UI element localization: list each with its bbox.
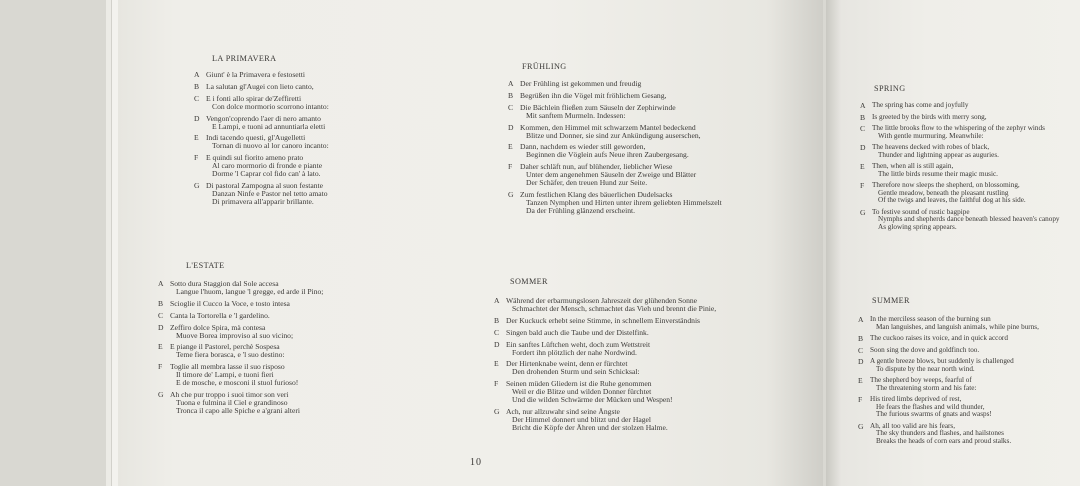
verse-line: Weil er die Blitze und wilden Donner fürchtet — [512, 387, 652, 397]
verse-line: Fordert ihn plötzlich der nahe Nordwind. — [512, 347, 637, 357]
verse-line: To dispute by the near north wind. — [876, 364, 975, 373]
stanza-e — [860, 163, 1075, 178]
verse-line: Der Hirtenknabe weint, denn er fürchtet — [506, 359, 628, 369]
stanza-letter: C — [860, 124, 866, 133]
verse-line: With gentle murmuring. Meanwhile: — [878, 131, 984, 140]
stanza-letter: F — [494, 379, 499, 389]
stanza-letter: A — [194, 70, 200, 79]
poem-summer — [858, 316, 1073, 449]
stanza-letter: C — [194, 93, 200, 103]
stanza-c — [194, 95, 384, 111]
verse-line: Der Himmel donnert und blitzt und der Hagel — [512, 414, 651, 424]
stanza-letter: B — [158, 298, 164, 308]
verse-line: Con dolce mormorio scorrono intanto: — [212, 101, 329, 111]
stanza-letter: E — [494, 359, 499, 369]
verse-line: Of the twigs and leaves, the faithful dog at his side. — [878, 196, 1026, 204]
verse-line: The sky thunders and flashes, and hailstones — [876, 429, 1004, 437]
stanza-letter: B — [508, 90, 514, 100]
section-title-primavera: LA PRIMAVERA — [212, 54, 277, 63]
stanza-letter: F — [508, 162, 513, 172]
stanza-letter: D — [494, 339, 500, 349]
verse-line: Ah, all too valid are his fears, — [870, 421, 956, 430]
stanza-letter: B — [858, 334, 864, 343]
verse-line: Zum festlichen Klang des bäuerlichen Dudelsacks — [520, 189, 673, 199]
stanza-f — [494, 380, 794, 404]
verse-line: Der Kuckuck erhebt seine Stimme, in schnellem Einverständnis — [506, 315, 701, 325]
verse-line: Is greeted by the birds with merry song, — [872, 112, 987, 121]
stanza-letter: C — [858, 345, 864, 355]
stanza-letter: C — [158, 310, 164, 320]
stanza-e — [494, 360, 794, 376]
verse-line: Muove Borea improviso al suo vicino; — [176, 330, 294, 340]
stanza-e — [194, 134, 384, 150]
verse-line: Vengon'coprendo l'aer di nero amanto — [206, 113, 321, 123]
section-title-summer: SUMMER — [872, 296, 910, 305]
verse-line: Man languishes, and languish animals, while pine burns, — [876, 322, 1039, 331]
stanza-f — [194, 154, 384, 178]
verse-line: E i fonti allo spirar de'Zeffiretti — [206, 93, 302, 103]
stanza-b — [858, 335, 1073, 343]
stanza-letter: A — [858, 315, 864, 324]
stanza-f — [858, 396, 1073, 419]
verse-line: Der Schäfer, den treuen Hund zur Seite. — [526, 178, 648, 188]
stanza-f — [508, 163, 808, 187]
verse-line: Il timore de' Lampi, e tuoni fieri — [176, 370, 274, 380]
stanza-g — [860, 209, 1075, 232]
stanza-d — [860, 144, 1075, 159]
verse-line: Sotto dura Staggion dal Sole accesa — [170, 279, 279, 288]
verse-line: Tronca il capo alle Spiche e a'grani alteri — [176, 405, 301, 415]
stanza-c — [508, 104, 808, 120]
page-number: 10 — [470, 457, 482, 468]
stanza-letter: E — [858, 376, 863, 385]
verse-line: La salutan gl'Augei con lieto canto, — [206, 81, 314, 91]
stanza-letter: F — [858, 395, 863, 404]
stanza-letter: B — [494, 315, 500, 325]
verse-line: His tired limbs deprived of rest, — [870, 395, 962, 403]
verse-line: Ah che pur troppo i suoi timor son veri — [170, 389, 289, 399]
verse-line: He fears the flashes and wild thunder, — [876, 402, 985, 411]
verse-line: Tanzen Nymphen und Hirten unter ihrem geliebten Himmelszelt — [526, 197, 722, 207]
section-title-sommer: SOMMER — [510, 277, 548, 286]
stanza-a — [494, 297, 794, 313]
verse-line: Zeffiro dolce Spira, mà contesa — [170, 322, 266, 332]
verse-line: Tornan di nuovo al lor canoro incanto: — [212, 141, 329, 151]
verse-line: Der Frühling ist gekommen und freudig — [520, 79, 642, 88]
stanza-letter: D — [158, 322, 164, 332]
stanza-c — [494, 329, 794, 337]
verse-line: Nymphs and shepherds dance beneath blessed heaven's canopy — [878, 215, 1060, 223]
page-edge — [106, 0, 112, 486]
verse-line: Bricht die Köpfe der Ähren und der stolzen Halme. — [512, 422, 668, 432]
stanza-letter: G — [508, 189, 514, 199]
verse-line: Danzan Ninfe e Pastor nel tetto amato — [212, 188, 328, 198]
verse-line: Begrüßen ihn die Vögel mit fröhlichem Gesang, — [520, 90, 667, 100]
stanza-letter: G — [860, 207, 866, 217]
stanza-e — [508, 143, 808, 159]
verse-line: The heavens decked with robes of black, — [872, 143, 990, 151]
verse-line: E quindi sul fiorito ameno prato — [206, 153, 304, 163]
verse-line: Während der erbarmungslosen Jahreszeit der glühenden Sonne — [506, 296, 698, 305]
stanza-letter: E — [860, 162, 865, 171]
verse-line: Singen bald auch die Taube und der Distelfink. — [506, 327, 649, 337]
verse-line: Den drohenden Sturm und sein Schicksal: — [512, 367, 640, 377]
stanza-b — [508, 92, 808, 100]
verse-line: A gentle breeze blows, but suddenly is challenged — [870, 357, 1014, 365]
poem-fruehling — [508, 80, 808, 219]
verse-line: Mit sanftem Murmeln. Indessen: — [526, 110, 626, 120]
verse-line: Gentle meadow, beneath the pleasant rustling — [878, 188, 1009, 197]
stanza-letter: F — [158, 362, 163, 372]
stanza-letter: C — [508, 102, 514, 112]
verse-line: Schmachtet der Mensch, schmachtet das Vieh und brennt die Pinie, — [512, 303, 717, 313]
verse-line: Blitze und Donner, sie sind zur Ankündigung auserschen, — [526, 130, 701, 140]
verse-line: Ach, nur allzuwahr sind seine Ängste — [506, 406, 620, 416]
verse-line: Daher schläft nun, auf blühender, lieblicher Wiese — [520, 162, 673, 172]
verse-line: Toglie all membra lasse il suo risposo — [170, 362, 285, 372]
verse-line: Ein sanftes Lüftchen weht, doch zum Wettstreit — [506, 339, 651, 349]
section-title-spring: SPRING — [874, 84, 906, 93]
verse-line: Seinen müden Gliedern ist die Ruhe genommen — [506, 379, 652, 389]
stanza-letter: F — [860, 181, 865, 190]
stanza-b — [860, 114, 1075, 122]
verse-line: E de mosche, e mosconi il stuol furioso! — [176, 378, 299, 388]
stanza-letter: B — [860, 112, 866, 122]
stanza-g — [494, 408, 794, 432]
stanza-letter: E — [194, 133, 199, 143]
stanza-letter: G — [494, 406, 500, 416]
stanza-d — [158, 324, 368, 340]
stanza-f — [158, 363, 368, 387]
stanza-letter: A — [508, 79, 514, 88]
stanza-b — [158, 300, 368, 308]
stanza-b — [194, 83, 384, 91]
verse-line: Kommen, den Himmel mit schwarzem Mantel bedeckend — [520, 122, 696, 132]
section-title-estate: L'ESTATE — [186, 261, 225, 270]
verse-line: Soon sing the dove and goldfinch too. — [870, 345, 980, 354]
stanza-d — [858, 358, 1073, 373]
verse-line: Thunder and lightning appear as auguries. — [878, 150, 999, 159]
verse-line: E Lampi, e tuoni ad annuntiarla eletti — [212, 121, 326, 131]
verse-line: Dorme 'l Caprar col fido can' à lato. — [212, 169, 321, 179]
verse-line: The little birds resume their magic music. — [878, 169, 998, 178]
verse-line: Dann, nachdem es wieder still geworden, — [520, 142, 646, 152]
verse-line: Da der Frühling glänzend erscheint. — [526, 205, 636, 215]
verse-line: Langue l'huom, langue 'l gregge, ed arde il Pino; — [176, 286, 324, 296]
verse-line: Breaks the heads of corn ears and proud stalks. — [876, 436, 1012, 445]
verse-line: As glowing spring appears. — [878, 222, 957, 231]
stanza-c — [158, 312, 368, 320]
stanza-letter: E — [508, 142, 513, 152]
verse-line: Beginnen die Vöglein aufs Neue ihren Zaubergesang. — [526, 150, 689, 160]
stanza-letter: A — [860, 101, 866, 110]
verse-line: The shepherd boy weeps, fearful of — [870, 376, 972, 384]
poem-sommer — [494, 297, 794, 436]
stanza-letter: D — [860, 143, 866, 152]
verse-line: Tuona e fulmina il Ciel e grandinoso — [176, 397, 288, 407]
verse-line: Teme fiera borasca, e 'l suo destino: — [176, 350, 285, 360]
stanza-a — [858, 316, 1073, 331]
verse-line: The threatening storm and his fate: — [876, 383, 977, 392]
verse-line: Giunt' è la Primavera e festosetti — [206, 70, 306, 79]
verse-line: In the merciless season of the burning sun — [870, 315, 991, 323]
stanza-letter: A — [158, 279, 164, 288]
stanza-e — [158, 343, 368, 359]
stanza-g — [158, 391, 368, 415]
poem-spring — [860, 102, 1075, 235]
stanza-d — [494, 341, 794, 357]
stanza-letter: G — [158, 389, 164, 399]
stanza-a — [860, 102, 1075, 110]
verse-line: Unter dem angenehmen Säuseln der Zweige und Blätter — [526, 170, 697, 180]
verse-line: Al caro mormorio di fronde e piante — [212, 161, 323, 171]
stanza-g — [508, 191, 808, 215]
stanza-letter: D — [508, 122, 514, 132]
poem-primavera — [194, 71, 384, 210]
verse-line: Therefore now sleeps the shepherd, on blossoming, — [872, 181, 1020, 189]
stanza-g — [858, 423, 1073, 446]
stanza-f — [860, 182, 1075, 205]
stanza-c — [860, 125, 1075, 140]
verse-line: To festive sound of rustic bagpipe — [872, 207, 970, 216]
verse-line: The furious swarms of gnats and wasps! — [876, 410, 992, 418]
stanza-d — [194, 115, 384, 131]
verse-line: Then, when all is still again, — [872, 162, 954, 170]
stanza-a — [158, 280, 368, 296]
stanza-d — [508, 124, 808, 140]
stanza-letter: G — [858, 421, 864, 431]
stanza-a — [508, 80, 808, 88]
stanza-letter: G — [194, 180, 200, 190]
verse-line: E piange il Pastorel, perchè Sospesa — [170, 342, 280, 352]
stanza-e — [858, 377, 1073, 392]
stanza-letter: A — [494, 296, 500, 305]
stanza-letter: B — [194, 81, 200, 91]
verse-line: Die Bächlein fließen zum Säuseln der Zephirwinde — [520, 102, 676, 112]
poem-estate — [158, 280, 368, 419]
stanza-letter: F — [194, 153, 199, 163]
verse-line: Und die wilden Schwärme der Mücken und Wespen! — [512, 395, 673, 405]
stanza-letter: D — [858, 357, 864, 366]
stanza-b — [494, 317, 794, 325]
stanza-letter: E — [158, 342, 163, 352]
verse-line: Scioglie il Cucco la Voce, e tosto intesa — [170, 298, 290, 308]
verse-line: The spring has come and joyfully — [872, 101, 969, 109]
stanza-letter: C — [494, 327, 500, 337]
verse-line: The little brooks flow to the whispering of the zephyr winds — [872, 124, 1045, 132]
verse-line: Di pastoral Zampogna al suon festante — [206, 180, 324, 190]
stanza-letter: D — [194, 113, 200, 123]
stanza-g — [194, 182, 384, 206]
stanza-a — [194, 71, 384, 79]
section-title-fruehling: FRÜHLING — [522, 62, 567, 71]
verse-line: Indi tacendo questi, gl'Augelletti — [206, 133, 306, 143]
verse-line: The cuckoo raises its voice, and in quick accord — [870, 334, 1008, 342]
stanza-c — [858, 347, 1073, 355]
verse-line: Di primavera all'apparir brillante. — [212, 196, 314, 206]
verse-line: Canta la Tortorella e 'l gardelino. — [170, 310, 270, 320]
